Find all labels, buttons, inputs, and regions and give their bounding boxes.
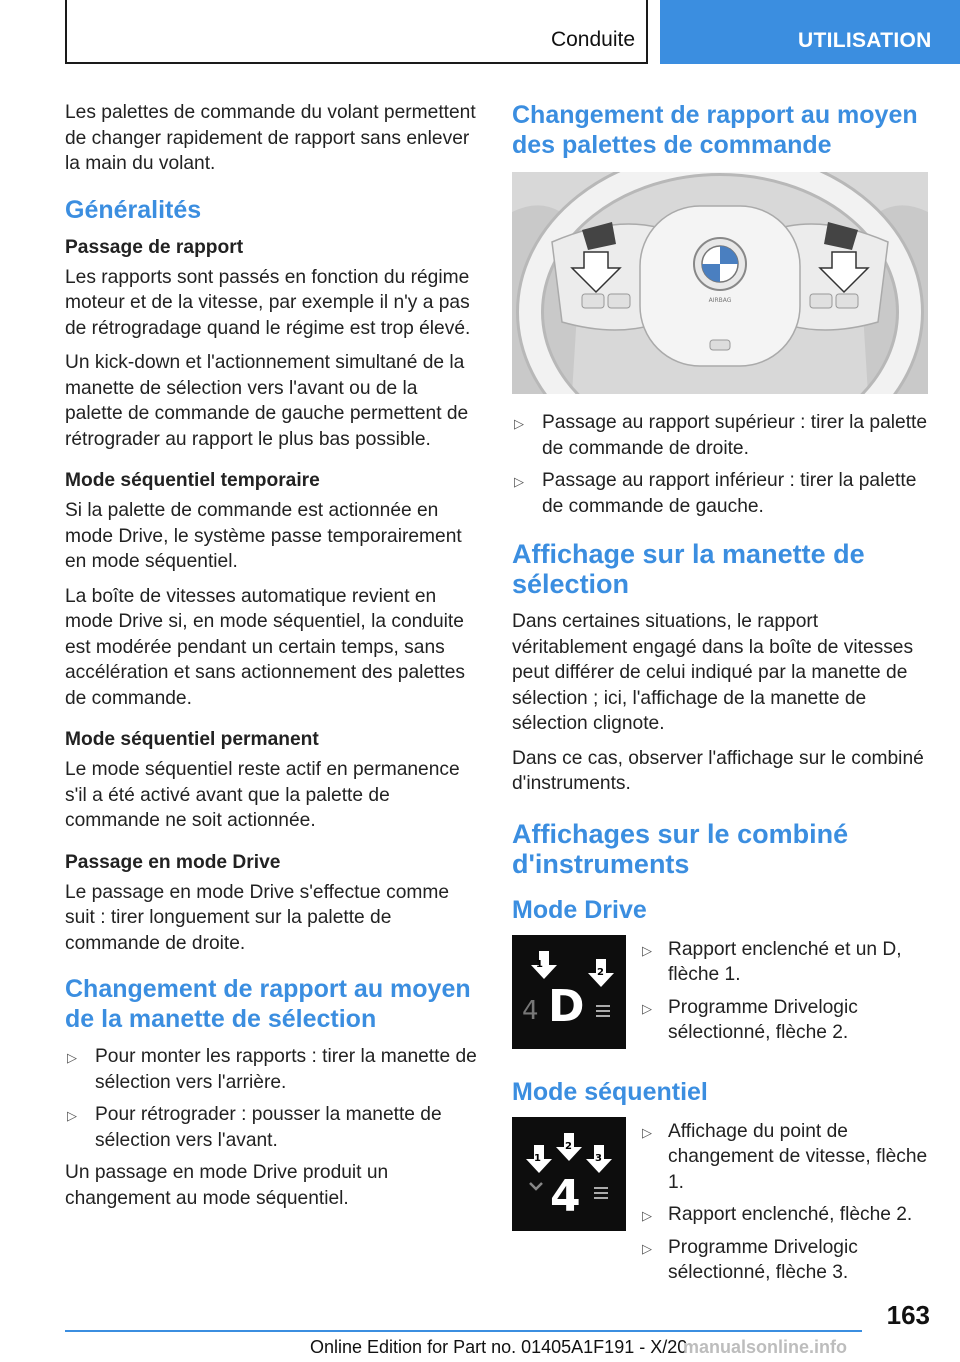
header-section-title: Conduite [550,28,635,51]
heading-mode-drive-display: Mode Drive [512,895,647,924]
triangle-bullet-icon: ▷ [67,1050,77,1065]
sequential-mode-row [512,1117,932,1299]
list-item: ▷ Pour monter les rapports : tirer la manette de sélection vers l'arrière. [67,1046,477,1093]
paragraph-affichage-2: Dans ce cas, observer l'affichage sur le combiné d'instruments. [512,747,924,794]
svg-text:2: 2 [565,1140,572,1152]
intro-paragraph: Les palettes de commande du volant permettent de changer rapidement de rapport sans enlever la main du volant. [65,102,476,174]
sequential-gear-number: 4 [550,1170,581,1222]
paragraph-temporaire-2: La boîte de vitesses automatique revient en mode Drive si, en mode séquentiel, la conduite est modérée pendant un certain temps, sans accélération et sans actionnement des palettes de commande. [65,585,465,709]
svg-text:1: 1 [534,1152,541,1164]
heading-mode-permanent: Mode séquentiel permanent [65,729,319,750]
sequential-mode-display-image [512,1117,626,1231]
heading-combine: Affichages sur le combiné d'instruments [512,818,849,879]
list-item: ▷ Pour rétrograder : pousser la manette de sélection vers l'avant. [67,1104,442,1151]
triangle-bullet-icon: ▷ [642,1000,652,1016]
heading-mode-drive: Passage en mode Drive [65,851,281,873]
list-item: ▷ Passage au rapport supérieur : tirer la palette de commande de droite. [514,412,928,459]
right-column [512,100,932,1311]
heading-mode-temporaire: Mode séquentiel temporaire [65,470,320,491]
triangle-bullet-icon: ▷ [642,1240,652,1256]
footer-edition-text: Online Edition for Part no. 01405A1F191 - X/20 [310,1337,688,1357]
heading-mode-sequentiel-display: Mode séquentiel [512,1077,708,1106]
list-item: ▷ Rapport enclenché, flèche 2. [640,1202,932,1228]
list-item: ▷ Programme Drivelogic sélectionné, flèche 2. [642,996,858,1043]
paragraph-manette: Un passage en mode Drive produit un changement au mode séquentiel. [65,1162,389,1209]
triangle-bullet-icon: ▷ [642,1208,652,1223]
paragraph-drive: Le passage en mode Drive s'effectue comme suit : tirer longuement sur la palette de commande de droite. [65,881,450,954]
heading-affichage-manette: Affichage sur la manette de sélection [512,539,865,599]
triangle-bullet-icon: ▷ [67,1108,77,1123]
heading-generalites: Généralités [65,195,202,224]
left-column [65,100,477,1220]
triangle-bullet-icon: ▷ [642,1124,652,1140]
sequential-mode-list [640,1119,932,1293]
svg-text:3: 3 [595,1152,602,1164]
heading-passage-rapport: Passage de rapport [65,236,244,258]
svg-text:1: 1 [536,958,543,970]
triangle-bullet-icon: ▷ [642,942,652,958]
triangle-bullet-icon: ▷ [514,416,524,431]
watermark-text: manualsonline.info [683,1337,848,1357]
list-item: ▷ Rapport enclenché et un D, flèche 1. [642,938,902,985]
drive-mode-row [512,935,932,1059]
list-item: ▷ Affichage du point de changement de vitesse, flèche 1. [642,1120,928,1193]
footer-divider [65,1330,862,1332]
drive-mode-display-image [512,935,626,1049]
drive-mode-list [640,937,932,1053]
header-chapter-tab[interactable]: UTILISATION [660,0,960,64]
list-item: ▷ Programme Drivelogic sélectionné, flèche 3. [642,1236,858,1283]
paragraph-passage-1: Les rapports sont passés en fonction du régime moteur et de la vitesse, par exemple il n'y a pas de rétrogradage quand le régime est trop élevé. [65,266,471,339]
steering-wheel-image [512,172,928,394]
page-number: 163 [886,1300,930,1330]
list-item: ▷ Passage au rapport inférieur : tirer la palette de commande de gauche. [514,470,917,517]
paragraph-passage-2: Un kick-down et l'actionnement simultané de la manette de sélection vers l'avant ou de la palette de commande de gauche permettent de rétrograder au rapport le plus bas possible. [65,352,469,450]
palettes-list [512,410,932,519]
svg-text:2: 2 [597,966,604,978]
heading-palettes: Changement de rapport au moyen des palettes de commande [512,101,918,159]
drive-gear-number: 4 [522,995,539,1026]
triangle-bullet-icon: ▷ [514,474,524,489]
paragraph-affichage-1: Dans certaines situations, le rapport véritablement engagé dans la boîte de vitesses peut différer de celui indiqué par la manette de sélection ; ici, l'affichage de la manette de sélection clignote. [512,611,914,734]
drive-mode-letter: D [548,980,585,1032]
paragraph-temporaire-1: Si la palette de commande est actionnée en mode Drive, le système passe temporairement en mode séquentiel. [65,500,462,572]
paragraph-permanent: Le mode séquentiel reste actif en permanence s'il a été activé avant que la palette de commande ne soit actionnée. [65,759,460,831]
heading-manette: Changement de rapport au moyen de la manette de sélection [65,975,471,1033]
manette-list [65,1044,477,1153]
wheel-airbag-label: AIRBAG [708,297,732,304]
